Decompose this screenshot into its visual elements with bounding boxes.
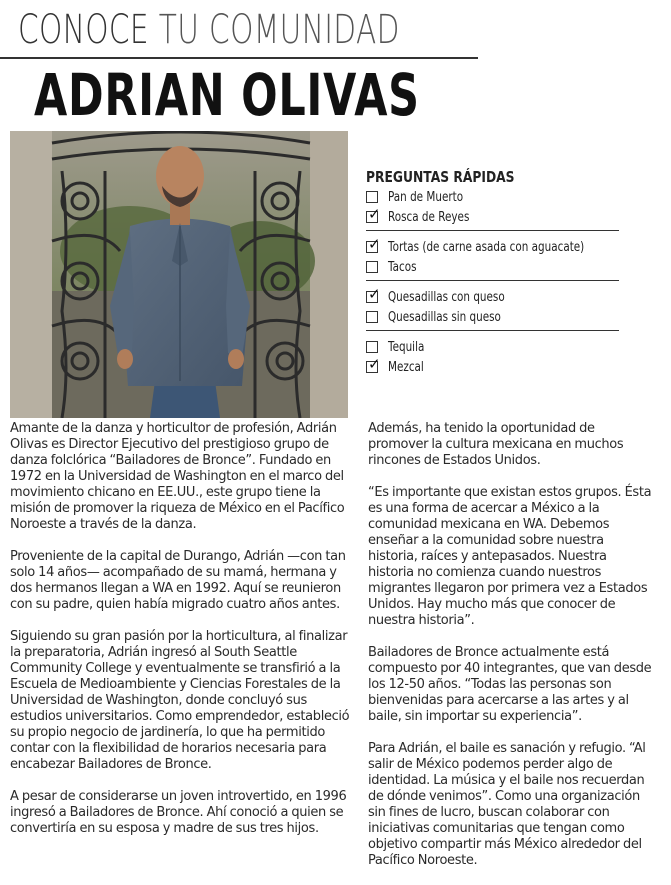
checkbox-checked-icon: ✓ <box>368 285 381 303</box>
qa-group-tortas <box>366 237 619 281</box>
qa-item-label: Quesadillas con queso <box>388 289 505 305</box>
quick-questions-panel <box>366 167 626 386</box>
qa-item-label: Pan de Muerto <box>388 189 464 205</box>
qa-item-label: Tacos <box>388 259 417 275</box>
article-paragraph: Para Adrián, el baile es sanación y refugio. “Al salir de México podemos perder algo de identidad. La música y el baile nos recuerdan de dónde venimos”. Como una organización sin fines de lucro, buscan colaborar con iniciativas comunitarias que tengan como objetivo compartir más México alrededor del Pacífico Noroeste. <box>368 741 646 868</box>
kicker-word-conoce: CONOCE <box>18 7 159 53</box>
qa-item-label: Mezcal <box>388 359 424 375</box>
article-paragraph: “Es importante que existan estos grupos. Ésta es una forma de acercar a México a la comunidad mexicana en WA. Debemos enseñar a la comunidad sobre nuestra historia, raíces y antepasados. Nuestra historia no comienza cuando nuestros migrantes llegaron por primera vez a Estados Unidos. Hay mucho más que conocer de nuestra historia”. <box>368 485 652 628</box>
checkbox-unchecked-icon <box>366 341 378 353</box>
article-left-column <box>10 421 356 853</box>
portrait-illustration <box>10 131 348 418</box>
qa-item-label: Rosca de Reyes <box>388 209 470 225</box>
qa-group-bread <box>366 187 619 231</box>
checkbox-unchecked-icon <box>366 261 378 273</box>
qa-item <box>366 307 619 327</box>
article-paragraph: Proveniente de la capital de Durango, Adrián —con tan solo 14 años— acompañado de su mamá, hermana y dos hermanos llegan a WA en 1992. Aquí se reunieron con su padre, quien había migrado cuatro años antes. <box>10 549 346 612</box>
qa-item <box>366 357 619 377</box>
qa-item <box>366 187 619 207</box>
qa-group-drinks <box>366 337 619 380</box>
article-paragraph: Siguiendo su gran pasión por la horticultura, al finalizar la preparatoria, Adrián ingresó al South Seattle Community College y eventualmente se transfirió a la Escuela de Medioambiente y Ciencias Forestales de la Universidad de Washington, donde concluyó sus estudios universitarios. Como emprendedor, estableció su propio negocio de jardinería, lo que ha permitido contar con la flexibilidad de horarios necesaria para encabezar Bailadores de Bronce. <box>10 629 350 772</box>
article-paragraph: Bailadores de Bronce actualmente está compuesto por 40 integrantes, que van desde los 12-50 años. “Todas las personas son bienvenidas para acercarse a las artes y al baile, sin importar su experiencia”. <box>368 645 652 724</box>
checkbox-unchecked-icon <box>366 191 378 203</box>
article-paragraph: Además, ha tenido la oportunidad de promover la cultura mexicana en muchos rincones de Estados Unidos. <box>368 421 624 468</box>
checkbox-checked-icon: ✓ <box>368 235 381 253</box>
page-title: ADRIAN OLIVAS <box>34 61 420 129</box>
qa-item <box>366 257 619 277</box>
article-paragraph: Amante de la danza y horticultor de profesión, Adrián Olivas es Director Ejecutivo del prestigioso grupo de danza folclórica “Bailadores de Bronce”. Fundado en 1972 en la Universidad de Washington en el marco del movimiento chicano en EE.UU., este grupo tiene la misión de promover la riqueza de México en el Pacífico Noroeste a través de la danza. <box>10 421 345 532</box>
checkbox-checked-icon: ✓ <box>368 205 381 223</box>
qa-item-label: Tequila <box>388 339 425 355</box>
qa-item <box>366 287 619 307</box>
quick-questions-title: PREGUNTAS RÁPIDAS <box>366 168 515 186</box>
checkbox-unchecked-icon <box>366 311 378 323</box>
kicker-word-tu-comunidad: TU COMUNIDAD <box>158 7 400 53</box>
qa-item <box>366 337 619 357</box>
header-divider <box>0 57 478 59</box>
portrait-photo <box>10 131 348 418</box>
qa-item-label: Tortas (de carne asada con aguacate) <box>388 239 585 255</box>
section-kicker <box>18 6 400 54</box>
qa-item <box>366 207 619 227</box>
article-right-column <box>368 421 654 885</box>
qa-item-label: Quesadillas sin queso <box>388 309 501 325</box>
qa-item <box>366 237 619 257</box>
article-paragraph: A pesar de considerarse un joven introvertido, en 1996 ingresó a Bailadores de Bronce. Ahí conoció a quien se convertiría en su esposa y madre de sus tres hijos. <box>10 789 347 836</box>
qa-group-quesadillas <box>366 287 619 331</box>
checkbox-checked-icon: ✓ <box>368 355 381 373</box>
